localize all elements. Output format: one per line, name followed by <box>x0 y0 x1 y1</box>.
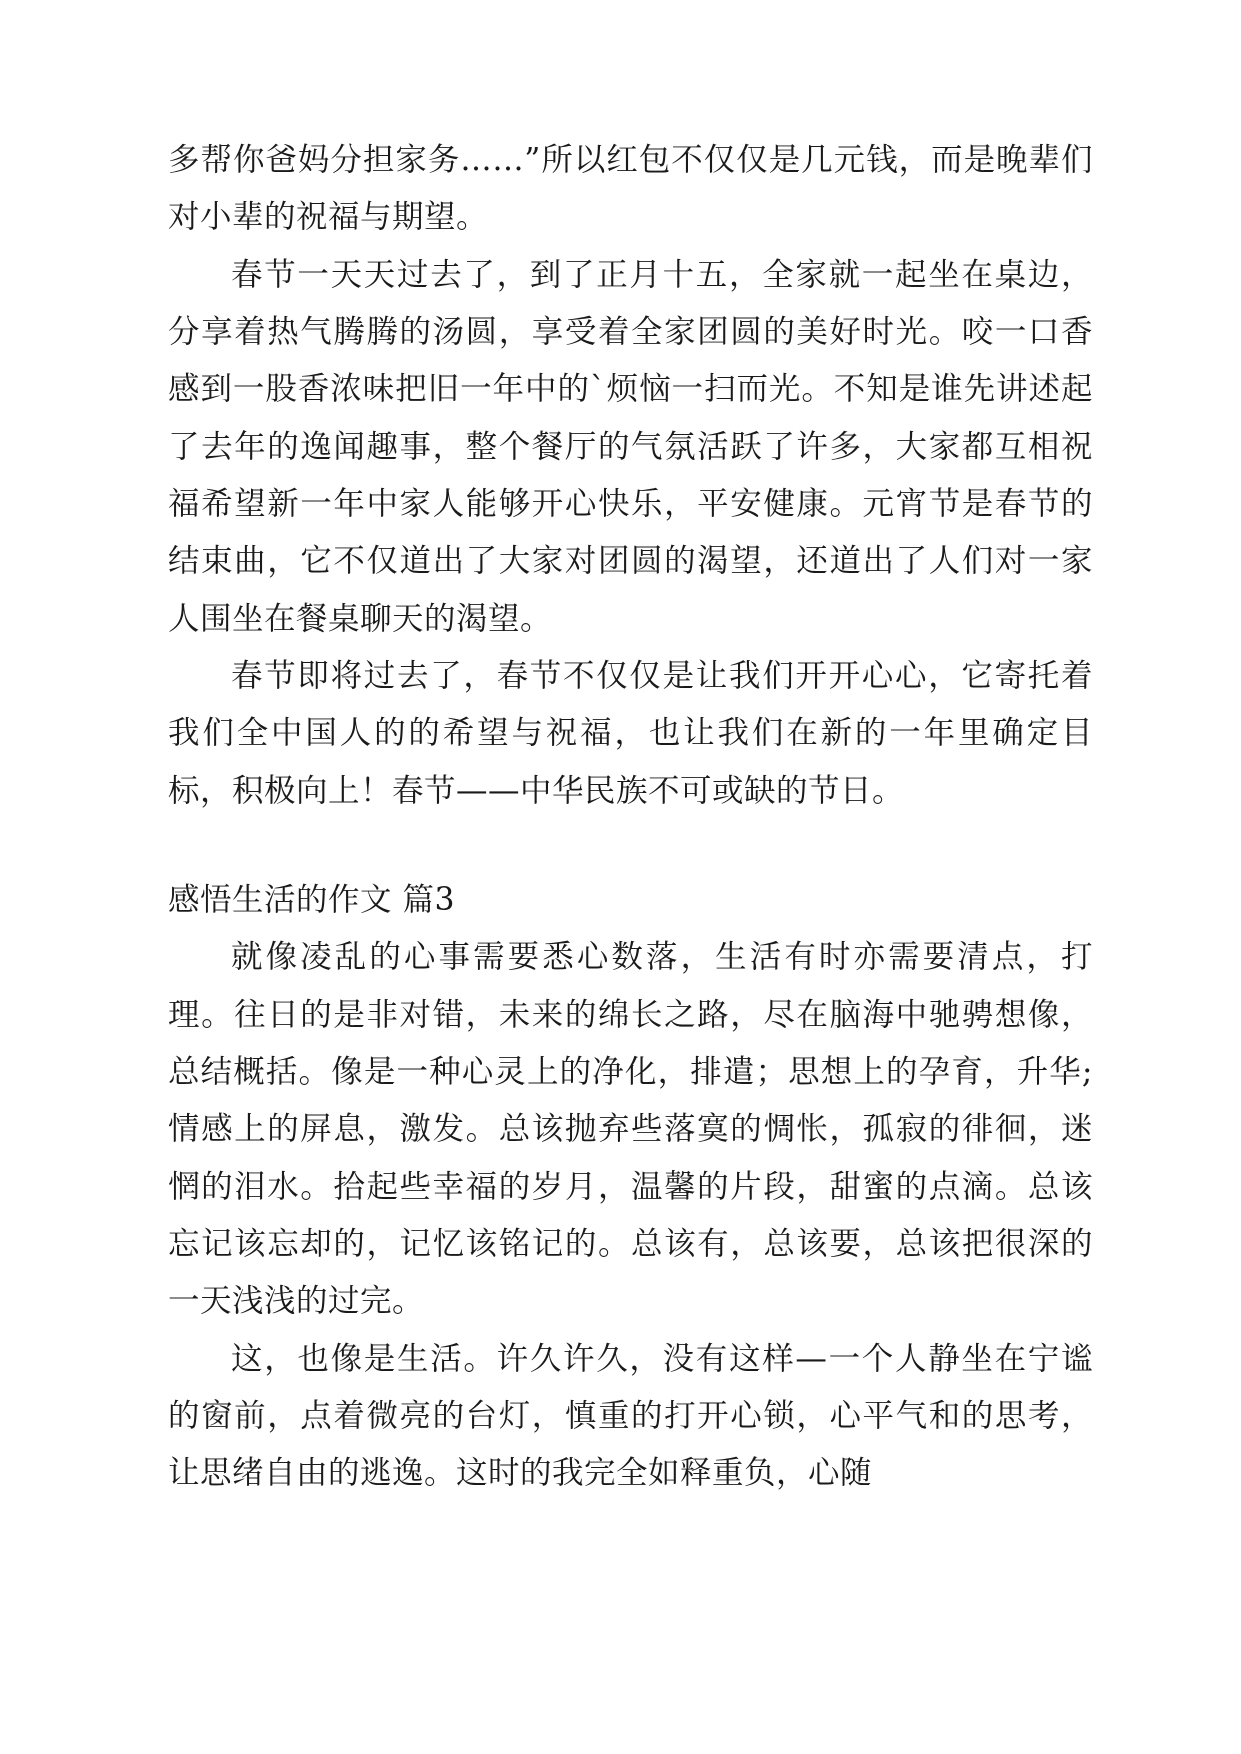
paragraph: 这，也像是生活。许久许久，没有这样—一个人静坐在宁谧的窗前，点着微亮的台灯，慎重的打开心锁，心平气和的思考，让思绪自由的逃逸。这时的我完全如释重负，心随 <box>168 1340 1093 1492</box>
spacer <box>168 820 1093 872</box>
paragraph: 春节一天天过去了，到了正月十五，全家就一起坐在桌边，分享着热气腾腾的汤圆，享受着全家团圆的美好时光。咬一口香感到一股香浓味把旧一年中的`烦恼一扫而光。不知是谁先讲述起了去年的逸闻趣事，整个餐厅的气氛活跃了许多，大家都互相祝福希望新一年中家人能够开心快乐，平安健康。元宵节是春节的结束曲，它不仅道出了大家对团圆的渴望，还道出了人们对一家人围坐在餐桌聊天的渴望。 <box>168 256 1093 637</box>
paragraph: 多帮你爸妈分担家务……”所以红包不仅仅是几元钱，而是晚辈们对小辈的祝福与期望。 <box>168 142 1093 236</box>
section-heading: 感悟生活的作文 篇3 <box>168 881 456 918</box>
document-body <box>168 132 1093 1503</box>
paragraph: 春节即将过去了，春节不仅仅是让我们开开心心，它寄托着我们全中国人的的希望与祝福，也让我们在新的一年里确定目标，积极向上！春节——中华民族不可或缺的节日。 <box>168 657 1093 809</box>
paragraph: 就像凌乱的心事需要悉心数落，生活有时亦需要清点，打理。往日的是非对错，未来的绵长之路，尽在脑海中驰骋想像，总结概括。像是一种心灵上的净化，排遣；思想上的孕育，升华;情感上的屏息，激发。总该抛弃些落寞的惆怅，孤寂的徘徊，迷惘的泪水。拾起些幸福的岁月，温馨的片段，甜蜜的点滴。总该忘记该忘却的，记忆该铭记的。总该有，总该要，总该把很深的一天浅浅的过完。 <box>168 939 1093 1320</box>
